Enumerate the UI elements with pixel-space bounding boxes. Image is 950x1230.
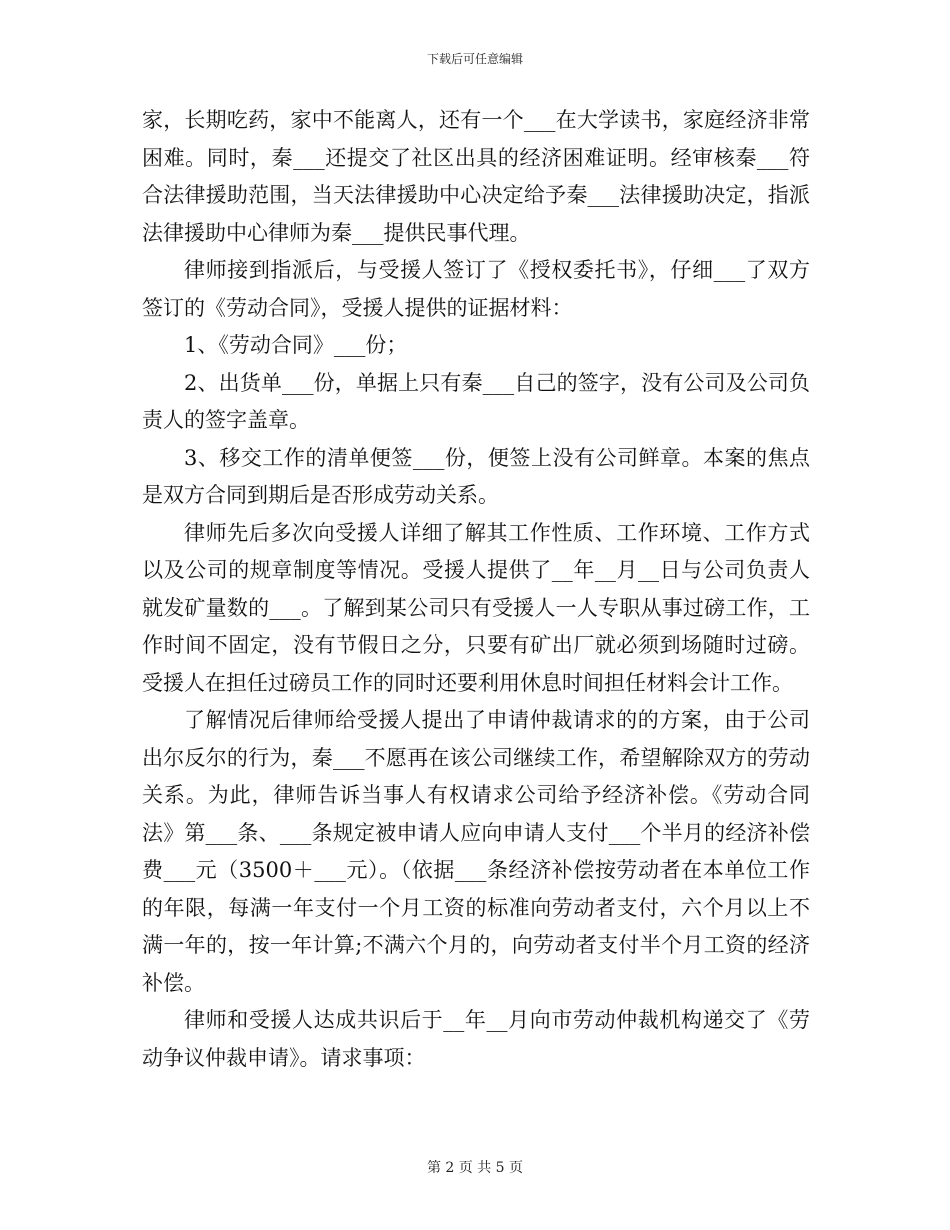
paragraph-submission: 律师和受援人达成共识后于__年__月向市劳动仲裁机构递交了《劳动争议仲裁申请》。请求事项： — [142, 1008, 810, 1070]
page-number: 第 2 页 共 5 页 — [426, 1160, 524, 1176]
paragraph-continuation: 家，长期吃药，家中不能离人，还有一个___在大学读书，家庭经济非常困难。同时，秦___还提交了社区出具的经济困难证明。经审核秦___符合法律援助范围，当天法律援助中心决定给予秦___法律援助决定，指派法律援助中心律师为秦___提供民事代理。 — [142, 108, 810, 245]
paragraph-lawyer-assigned: 律师接到指派后，与受援人签订了《授权委托书》，仔细___了双方签订的《劳动合同》，受援人提供的证据材料： — [142, 258, 810, 320]
paragraph-arbitration-plan: 了解情况后律师给受援人提出了申请仲裁请求的的方案，由于公司出尔反尔的行为，秦___不愿再在该公司继续工作，希望解除双方的劳动关系。为此，律师告诉当事人有权请求公司给予经济补偿。《劳动合同法》第___条、___条规定被申请人应向申请人支付___个半月的经济补偿费___元（3500＋___元）。（依据___条经济补偿按劳动者在本单位工作的年限，每满一年支付一个月工资的标准向劳动者支付，六个月以上不满一年的，按一年计算;不满六个月的，向劳动者支付半个月工资的经济补偿。 — [142, 708, 810, 995]
paragraph-investigation: 律师先后多次向受援人详细了解其工作性质、工作环境、工作方式以及公司的规章制度等情况。受援人提供了__年__月__日与公司负责人就发矿量数的___。了解到某公司只有受援人一人专职从事过磅工作，工作时间不固定，没有节假日之分，只要有矿出厂就必须到场随时过磅。受援人在担任过磅员工作的同时还要利用休息时间担任材料会计工作。 — [142, 520, 810, 695]
evidence-item-3: 3、移交工作的清单便签___份，便签上没有公司鲜章。本案的焦点是双方合同到期后是否形成劳动关系。 — [142, 445, 810, 507]
evidence-item-2: 2、出货单___份，单据上只有秦___自己的签字，没有公司及公司负责人的签字盖章。 — [142, 370, 810, 432]
document-body — [142, 102, 810, 1077]
page-header: 下载后可任意编辑 — [426, 52, 523, 66]
evidence-item-1: 1、《劳动合同》___份； — [184, 333, 408, 357]
